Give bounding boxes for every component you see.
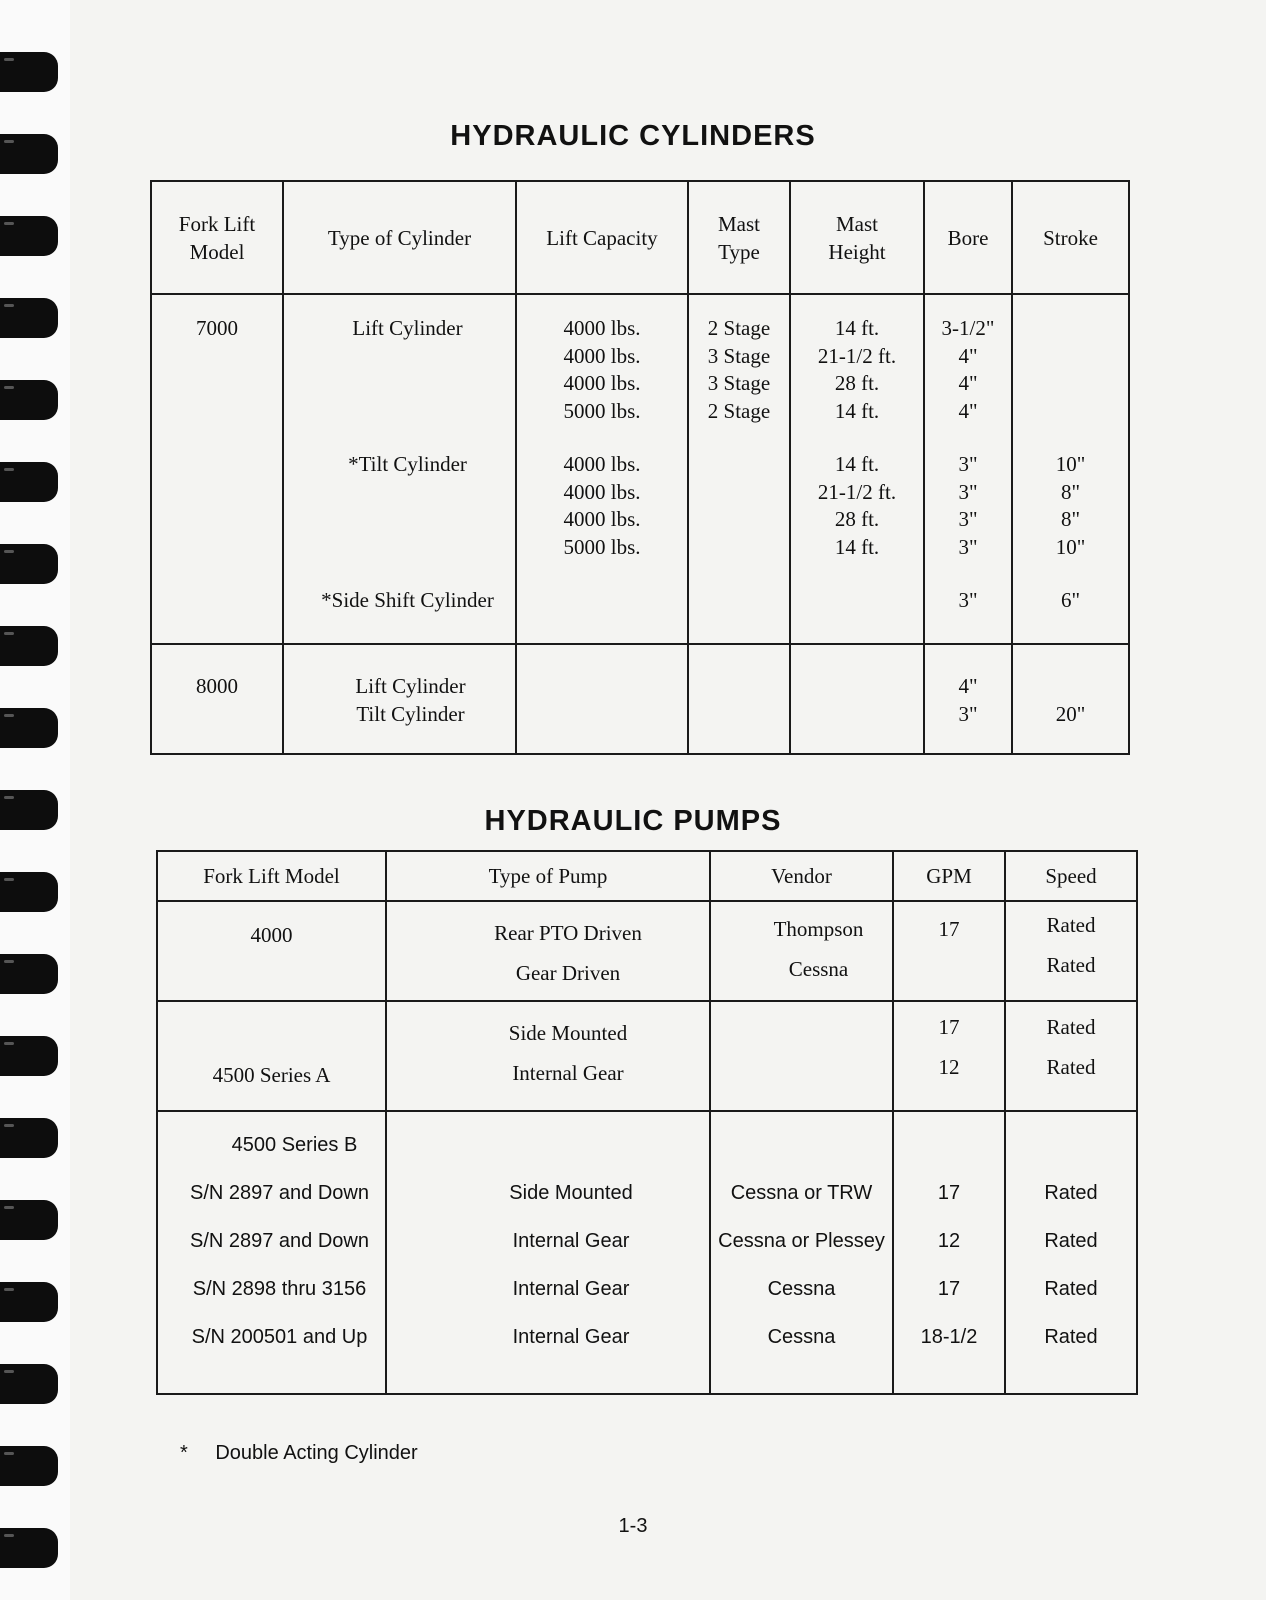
- binding-ring: [0, 954, 58, 994]
- model-7000: 7000: [196, 316, 238, 340]
- binding-ring: [0, 1446, 58, 1486]
- pumps-title: HYDRAULIC PUMPS: [484, 805, 782, 837]
- cylinders-row-8000: [151, 644, 1129, 754]
- page-number: 1-3: [618, 1515, 648, 1537]
- binding-ring: [0, 298, 58, 338]
- pump-type-value: Internal Gear: [512, 1061, 624, 1085]
- pumps-header-row: [157, 851, 1137, 901]
- speed-value: Rated: [1044, 1230, 1098, 1252]
- binding-ring: [0, 1036, 58, 1076]
- header-type-of-pump: Type of Pump: [386, 851, 710, 901]
- pump-type-value: Side Mounted: [508, 1021, 628, 1045]
- cylinders-title: HYDRAULIC CYLINDERS: [450, 120, 816, 152]
- vendor-value: Cessna or TRW: [730, 1182, 873, 1204]
- serial-range: S/N 2897 and Down: [189, 1230, 369, 1252]
- lift-capacity-value: 4000 lbs.: [563, 507, 641, 531]
- gpm-value: 12: [937, 1230, 961, 1252]
- binding-ring: [0, 1282, 58, 1322]
- gpm-value: 18-1/2: [920, 1326, 978, 1348]
- binding-ring: [0, 1200, 58, 1240]
- serial-range: S/N 2897 and Down: [189, 1182, 369, 1204]
- stroke-value: 8": [1060, 479, 1081, 504]
- cylinders-row-7000: [151, 294, 1129, 644]
- model-8000: 8000: [196, 674, 238, 698]
- mast-height-value: 28 ft.: [834, 507, 880, 531]
- type-tilt-cylinder: *Tilt Cylinder: [348, 452, 467, 476]
- binding-ring: [0, 462, 58, 502]
- serial-range: S/N 2898 thru 3156: [192, 1278, 367, 1300]
- header-vendor: Vendor: [710, 851, 893, 901]
- type-tilt-cylinder: Tilt Cylinder: [356, 701, 465, 726]
- speed-value: Rated: [1046, 913, 1096, 937]
- header-mast-type: Mast Type: [688, 181, 790, 294]
- stroke-value: 10": [1055, 452, 1086, 476]
- vendor-value: Cessna: [788, 957, 849, 981]
- pumps-row-4500-a: [157, 1001, 1137, 1111]
- stroke-value: 10": [1055, 534, 1086, 559]
- lift-capacity-value: 4000 lbs.: [563, 479, 641, 504]
- mast-height-value: 28 ft.: [834, 371, 880, 395]
- mast-height-value: 21-1/2 ft.: [817, 479, 897, 504]
- binding-ring: [0, 544, 58, 584]
- lift-capacity-value: 5000 lbs.: [563, 398, 641, 423]
- mast-height-value: 14 ft.: [834, 452, 880, 476]
- bore-value: 4": [958, 398, 978, 423]
- pump-type-value: Gear Driven: [515, 961, 621, 985]
- mast-type-value: 2 Stage: [707, 316, 771, 340]
- vendor-value: Cessna or Plessey: [718, 1230, 885, 1252]
- pumps-row-4000: [157, 901, 1137, 1001]
- spiral-binding: [0, 0, 70, 1600]
- gpm-value: 12: [938, 1055, 960, 1079]
- cylinders-table: [150, 180, 1130, 755]
- cylinders-header-row: [151, 181, 1129, 294]
- gpm-value: 17: [938, 1015, 960, 1039]
- speed-value: Rated: [1046, 953, 1096, 977]
- speed-value: Rated: [1046, 1055, 1096, 1079]
- binding-ring: [0, 380, 58, 420]
- binding-ring: [0, 872, 58, 912]
- binding-ring: [0, 1364, 58, 1404]
- speed-value: Rated: [1044, 1278, 1098, 1300]
- bore-value: 4": [958, 371, 978, 395]
- lift-capacity-value: 4000 lbs.: [563, 371, 641, 395]
- lift-capacity-value: 4000 lbs.: [563, 452, 641, 476]
- bore-value: 3": [958, 701, 978, 726]
- bore-value: 3": [958, 534, 978, 559]
- pump-type-value: Internal Gear: [512, 1230, 630, 1252]
- gpm-value: 17: [937, 1182, 961, 1204]
- lift-capacity-value: 4000 lbs.: [563, 343, 641, 368]
- header-stroke: Stroke: [1012, 181, 1129, 294]
- header-fork-lift-model: Fork Lift Model: [151, 181, 283, 294]
- mast-type-value: 2 Stage: [707, 398, 771, 423]
- model-4500-series-a: 4500 Series A: [212, 1063, 331, 1087]
- bore-value: 3": [958, 479, 978, 504]
- binding-ring: [0, 52, 58, 92]
- lift-capacity-value: 5000 lbs.: [563, 534, 641, 559]
- header-bore: Bore: [924, 181, 1012, 294]
- header-gpm: GPM: [893, 851, 1005, 901]
- model-4000: 4000: [250, 923, 293, 947]
- speed-value: Rated: [1044, 1182, 1098, 1204]
- bore-value: 3": [958, 452, 978, 476]
- serial-range: S/N 200501 and Up: [191, 1326, 368, 1348]
- speed-value: Rated: [1044, 1326, 1098, 1348]
- binding-ring: [0, 1118, 58, 1158]
- bore-value: 3-1/2": [941, 316, 995, 340]
- bore-value: 3": [958, 588, 978, 612]
- binding-ring: [0, 708, 58, 748]
- gpm-value: 17: [937, 1278, 961, 1300]
- bore-value: 4": [958, 674, 978, 698]
- header-type-of-cylinder: Type of Cylinder: [283, 181, 516, 294]
- pump-type-value: Internal Gear: [512, 1326, 630, 1348]
- header-speed: Speed: [1005, 851, 1137, 901]
- type-lift-cylinder: Lift Cylinder: [352, 316, 463, 340]
- gpm-value: 17: [938, 917, 960, 941]
- bore-value: 3": [958, 507, 978, 531]
- vendor-value: Cessna: [767, 1326, 836, 1348]
- mast-type-value: 3 Stage: [707, 371, 771, 395]
- vendor-value: Thompson: [773, 917, 864, 941]
- header-fork-lift-model: Fork Lift Model: [157, 851, 386, 901]
- pump-type-value: Internal Gear: [512, 1278, 630, 1300]
- bore-value: 4": [958, 343, 978, 368]
- binding-ring: [0, 626, 58, 666]
- pump-type-value: Side Mounted: [509, 1182, 633, 1204]
- type-side-shift-cylinder: *Side Shift Cylinder: [321, 588, 494, 612]
- header-lift-capacity: Lift Capacity: [516, 181, 688, 294]
- stroke-value: 8": [1060, 507, 1081, 531]
- binding-ring: [0, 216, 58, 256]
- mast-height-value: 14 ft.: [834, 316, 880, 340]
- footnote: [180, 1442, 418, 1465]
- footnote-text: Double Acting Cylinder: [215, 1442, 418, 1464]
- mast-height-value: 14 ft.: [834, 534, 880, 559]
- pumps-row-4500-b: [157, 1111, 1137, 1394]
- type-lift-cylinder: Lift Cylinder: [355, 674, 466, 698]
- mast-height-value: 21-1/2 ft.: [817, 343, 897, 368]
- footnote-marker: *: [180, 1442, 188, 1464]
- header-mast-height: Mast Height: [790, 181, 924, 294]
- lift-capacity-value: 4000 lbs.: [563, 316, 641, 340]
- vendor-value: Cessna: [767, 1278, 836, 1300]
- mast-type-value: 3 Stage: [707, 343, 771, 368]
- stroke-value: 20": [1055, 701, 1086, 726]
- pumps-table: [156, 850, 1138, 1395]
- mast-height-value: 14 ft.: [834, 398, 880, 423]
- pump-type-value: Rear PTO Driven: [494, 921, 642, 945]
- model-4500-series-b: 4500 Series B: [231, 1134, 358, 1156]
- speed-value: Rated: [1046, 1015, 1096, 1039]
- stroke-value: 6": [1060, 588, 1081, 612]
